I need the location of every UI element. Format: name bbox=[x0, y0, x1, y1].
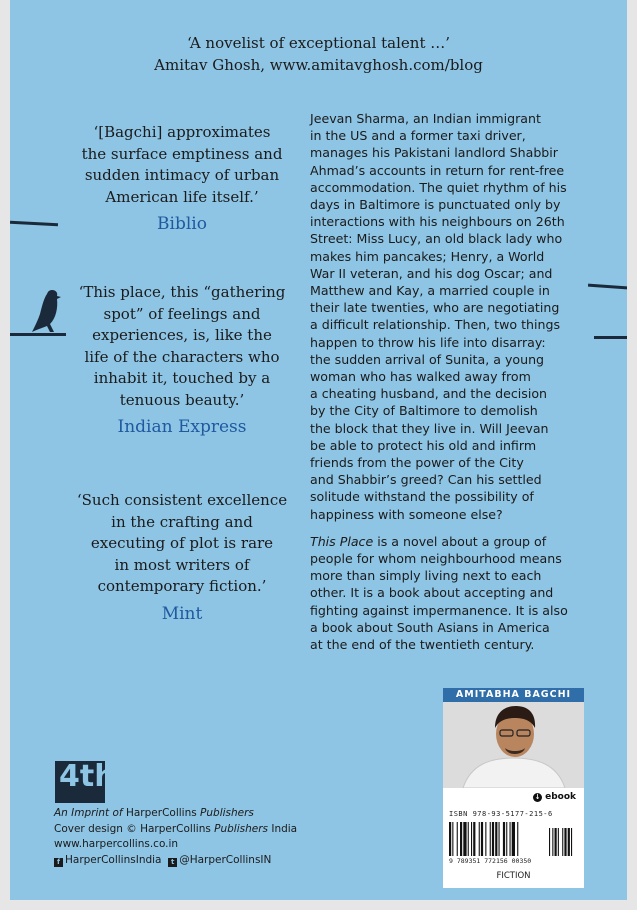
blurb-line: fighting against impermanence. It is also bbox=[310, 602, 568, 618]
blurb-line: a difficult relationship. Then, two things bbox=[310, 317, 561, 333]
twitter-icon: t bbox=[168, 858, 177, 867]
review-line: executing of plot is rare bbox=[90, 534, 274, 552]
review-line: in the crafting and bbox=[111, 512, 253, 531]
ebook-label: ebook bbox=[545, 792, 576, 802]
review-source: Indian Express bbox=[117, 417, 247, 437]
facebook-handle[interactable]: HarperCollinsIndia bbox=[65, 853, 162, 866]
social-line bbox=[54, 853, 297, 869]
review-source: Mint bbox=[161, 603, 203, 624]
review-line: tenuous beauty.’ bbox=[119, 390, 245, 409]
author-portrait-icon bbox=[443, 702, 584, 788]
barcode-digits: 9 789351 772156 00350 bbox=[449, 857, 532, 865]
blurb-line bbox=[310, 533, 592, 550]
blurb-line: Ahmad’s accounts in return for rent-free bbox=[310, 162, 565, 178]
blurb-line: makes him pancakes; Henry, a World bbox=[310, 248, 545, 264]
blurb-line: solitude withstand the possibility of bbox=[310, 489, 534, 505]
twitter-handle[interactable]: @HarperCollinsIN bbox=[179, 853, 272, 866]
review-indian-express bbox=[62, 282, 302, 439]
isbn-text: ISBN 978-93-5177-215-6 bbox=[449, 810, 553, 818]
website-link[interactable]: www.harpercollins.co.in bbox=[54, 838, 179, 850]
imprint-text: India bbox=[268, 822, 298, 835]
barcode-icon bbox=[449, 822, 577, 856]
blurb-line: happen to throw his life into disarray: bbox=[310, 334, 546, 350]
imprint-line bbox=[54, 806, 297, 822]
blurb-line: Jeevan Sharma, an Indian immigrant bbox=[310, 111, 541, 126]
blurb-paragraph-2 bbox=[310, 533, 592, 653]
top-quote-attribution: Amitav Ghosh, www.amitavghosh.com/blog bbox=[154, 56, 483, 74]
review-line: ‘[Bagchi] approximates bbox=[93, 123, 271, 141]
blurb-line: happiness with someone else? bbox=[310, 506, 503, 522]
blurb-line: and Shabbir’s greed? Can his settled bbox=[310, 472, 542, 488]
review-line: American life itself.’ bbox=[105, 187, 259, 206]
blurb-line: their late twenties, who are negotiating bbox=[310, 300, 560, 316]
author-barcode-panel bbox=[443, 688, 584, 888]
author-name: AMITABHA BAGCHI bbox=[443, 688, 584, 702]
review-line: sudden intimacy of urban bbox=[84, 166, 280, 184]
blurb-line: people for whom neighbourhood means bbox=[310, 551, 562, 567]
review-line: spot” of feelings and bbox=[103, 304, 261, 323]
imprint-text: Cover design © HarperCollins bbox=[54, 822, 215, 835]
wire-decoration bbox=[10, 221, 58, 227]
wire-decoration bbox=[594, 336, 627, 339]
blurb-line: other. It is a book about accepting and bbox=[310, 585, 554, 601]
book-title: This Place bbox=[310, 533, 374, 549]
blurb-line: the sudden arrival of Sunita, a young bbox=[310, 351, 545, 367]
blurb bbox=[310, 110, 592, 653]
blurb-line: accommodation. The quiet rhythm of his bbox=[310, 179, 567, 195]
review-line: experiences, is, like the bbox=[92, 326, 272, 344]
logo-text: 4th bbox=[59, 759, 116, 794]
review-line: the surface emptiness and bbox=[81, 144, 283, 163]
blurb-line: Matthew and Kay, a married couple in bbox=[310, 283, 550, 299]
review-line: ‘This place, this “gathering bbox=[78, 283, 286, 301]
review-line: life of the characters who bbox=[84, 347, 280, 366]
blurb-line: days in Baltimore is punctuated only by bbox=[310, 197, 561, 213]
review-line: ‘Such consistent excellence bbox=[76, 491, 288, 509]
bird-icon bbox=[30, 288, 64, 334]
blurb-text: is a novel about a group of bbox=[373, 533, 547, 549]
genre-label: FICTION bbox=[496, 871, 531, 881]
author-photo bbox=[443, 702, 584, 788]
imprint-text: Publishers bbox=[214, 822, 269, 835]
imprint-text: HarperCollins bbox=[122, 807, 201, 819]
review-line: in most writers of bbox=[114, 555, 250, 574]
facebook-icon: f bbox=[54, 858, 63, 867]
blurb-line: Street: Miss Lucy, an old black lady who bbox=[310, 231, 563, 247]
ebook-badge bbox=[533, 792, 576, 802]
imprint-info bbox=[54, 806, 297, 868]
blurb-line: a cheating husband, and the decision bbox=[310, 386, 548, 402]
blurb-line: the block that they live in. Will Jeevan bbox=[310, 420, 549, 436]
review-mint bbox=[62, 490, 302, 625]
imprint-text: An Imprint of bbox=[54, 807, 123, 819]
blurb-line: in the US and a former taxi driver, bbox=[310, 128, 526, 144]
blurb-line: at the end of the twentieth century. bbox=[310, 637, 535, 653]
blurb-line: be able to protect his old and infirm bbox=[310, 437, 537, 453]
top-quote-text: ‘A novelist of exceptional talent …’ bbox=[186, 34, 451, 52]
publisher-logo bbox=[55, 759, 116, 803]
blurb-line: more than simply living next to each bbox=[310, 568, 542, 584]
blurb-line: friends from the power of the City bbox=[310, 455, 524, 471]
review-line: inhabit it, touched by a bbox=[93, 369, 271, 387]
blurb-line: War II veteran, and his dog Oscar; and bbox=[310, 265, 553, 281]
blurb-line: manages his Pakistani landlord Shabbir bbox=[310, 145, 558, 161]
wire-decoration bbox=[588, 284, 627, 290]
cover-design-line bbox=[54, 822, 297, 838]
blurb-line: by the City of Baltimore to demolish bbox=[310, 403, 538, 419]
blurb-line: woman who has walked away from bbox=[310, 369, 531, 385]
review-biblio bbox=[62, 122, 302, 236]
blurb-paragraph-1 bbox=[310, 110, 592, 523]
imprint-text: Publishers bbox=[200, 807, 254, 819]
book-back-cover bbox=[10, 0, 627, 900]
review-line: contemporary fiction.’ bbox=[97, 577, 267, 595]
blurb-line: a book about South Asians in America bbox=[310, 619, 550, 635]
blurb-line: interactions with his neighbours on 26th bbox=[310, 214, 565, 230]
review-source: Biblio bbox=[157, 214, 207, 234]
download-icon: ↓ bbox=[534, 793, 541, 801]
